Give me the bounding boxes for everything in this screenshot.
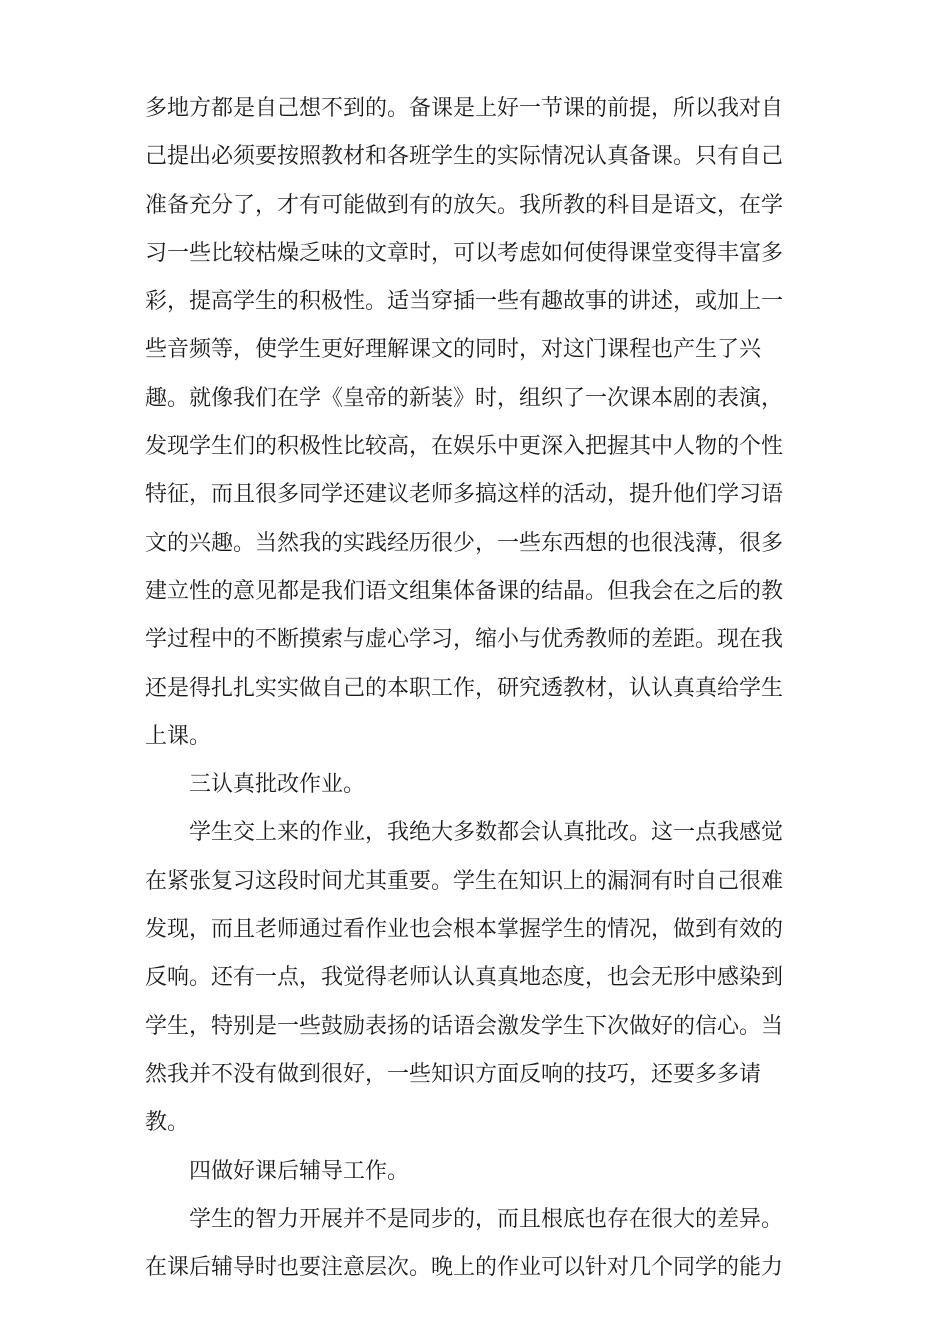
text-line: 彩，提高学生的积极性。适当穿插一些有趣故事的讲述，或加上一 [145,289,784,315]
section-heading: 三认真批改作业。 [189,772,366,798]
section-heading: 四做好课后辅导工作。 [189,1158,410,1184]
text-line: 学过程中的不断摸索与虚心学习，缩小与优秀教师的差距。现在我 [145,627,784,653]
text-line: 发现，而且老师通过看作业也会根本掌握学生的情况，做到有效的 [145,917,784,943]
document-body [145,85,805,1292]
text-line: 然我并不没有做到很好，一些知识方面反响的技巧，还要多多请 [145,1061,762,1087]
text-line: 学生交上来的作业，我绝大多数都会认真批改。这一点我感觉 [189,820,784,846]
text-line: 文的兴趣。当然我的实践经历很少，一些东西想的也很浅薄，很多 [145,530,784,556]
text-line: 建立性的意见都是我们语文组集体备课的结晶。但我会在之后的教 [145,578,784,604]
text-line: 学生的智力开展并不是同步的，而且根底也存在很大的差异。 [189,1206,784,1232]
text-line: 多地方都是自己想不到的。备课是上好一节课的前提，所以我对自 [145,96,784,121]
text-line: 上课。 [145,723,212,749]
text-line: 准备充分了，才有可能做到有的放矢。我所教的科目是语文，在学 [145,192,784,218]
text-line: 还是得扎扎实实做自己的本职工作，研究透教材，认认真真给学生 [145,675,784,701]
text-line: 在紧张复习这段时间尤其重要。学生在知识上的漏洞有时自己很难 [145,868,784,894]
text-line: 些音频等，使学生更好理解课文的同时，对这门课程也产生了兴 [145,337,762,363]
text-line: 习一些比较枯燥乏味的文章时，可以考虑如何使得课堂变得丰富多 [145,240,784,266]
text-line: 学生，特别是一些鼓励表扬的话语会激发学生下次做好的信心。当 [145,1013,784,1039]
text-line: 教。 [145,1110,190,1136]
text-line: 发现学生们的积极性比较高，在娱乐中更深入把握其中人物的个性 [145,434,784,460]
text-line: 反响。还有一点，我觉得老师认认真真地态度，也会无形中感染到 [145,965,784,991]
text-line: 趣。就像我们在学《皇帝的新装》时，组织了一次课本剧的表演， [145,385,784,411]
text-line: 己提出必须要按照教材和各班学生的实际情况认真备课。只有自己 [145,144,784,170]
text-line: 在课后辅导时也要注意层次。晚上的作业可以针对几个同学的能力 [145,1255,784,1281]
text-line: 特征，而且很多同学还建议老师多搞这样的活动，提升他们学习语 [145,482,784,508]
